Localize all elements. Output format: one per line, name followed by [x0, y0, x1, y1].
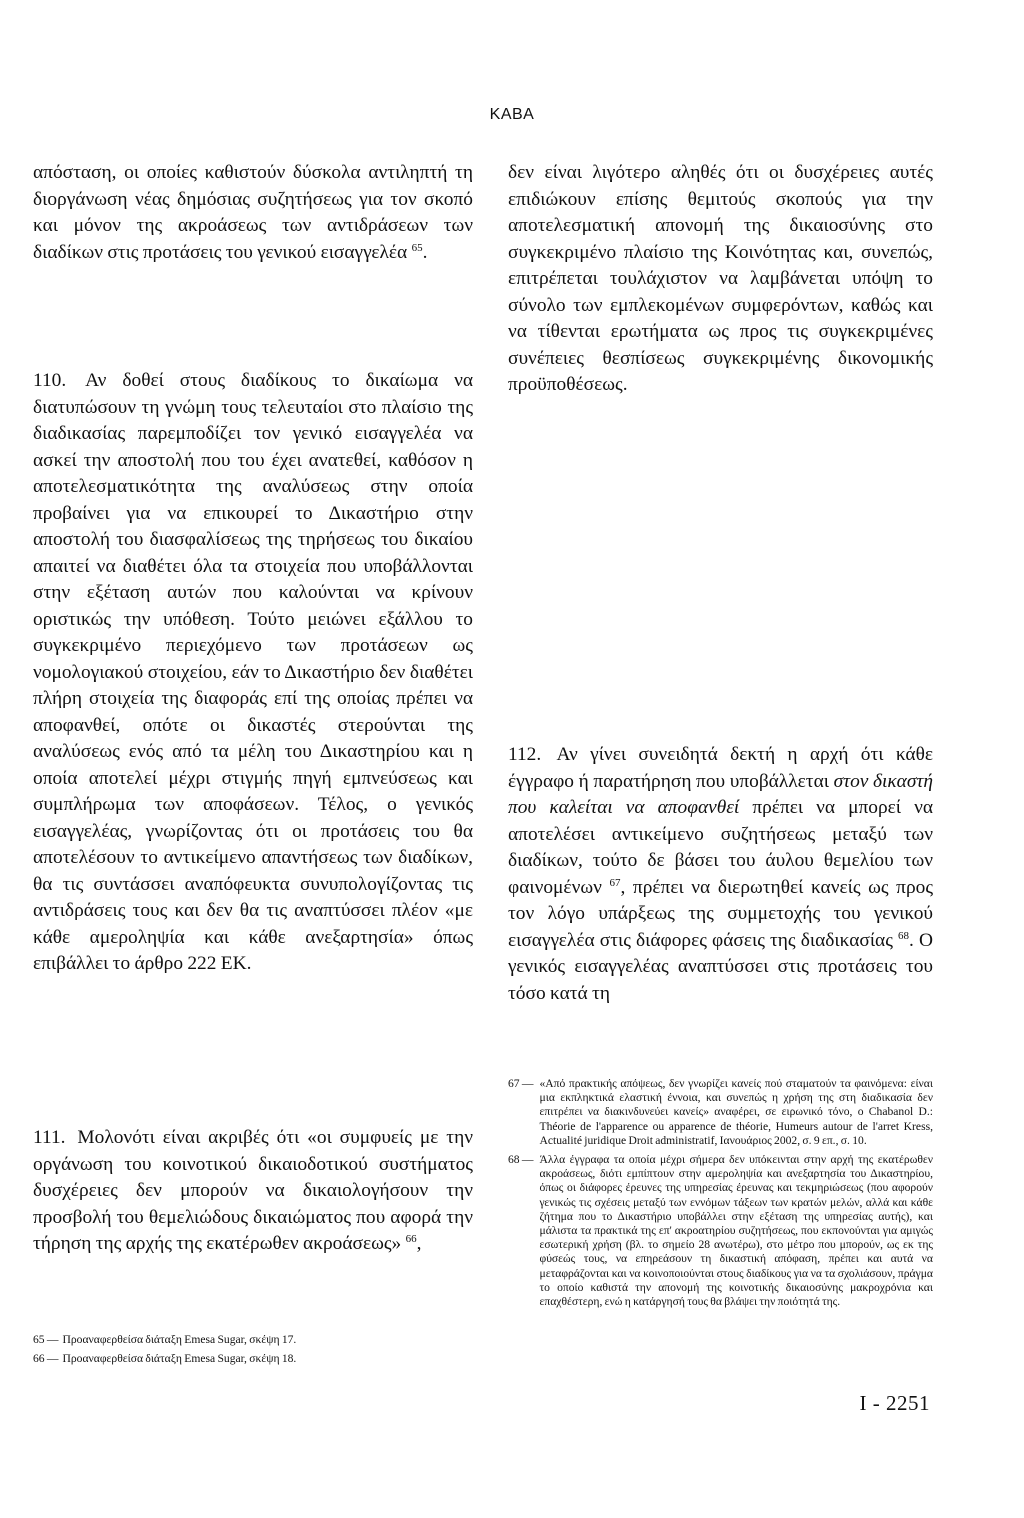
- paragraph-number: 111.: [33, 1127, 66, 1148]
- footnote-text: Προαναφερθείσα διάταξη Emesa Sugar, σκέψη 17.: [62, 1333, 297, 1346]
- paragraph-text-b: πρέπει να μπορεί να αποτελέσει αντικείμενο συζητήσεως μεταξύ των διαδίκων, τούτο δε βάσει του άυλου θεμελίου των φαινομένων: [508, 797, 933, 898]
- paragraph-text: Αν δοθεί στους διαδίκους το δικαίωμα να διατυπώσουν τη γνώμη τους τελευταίοι στο πλαίσιο της διαδικασίας παρεμποδίζει τον γενικό εισαγγελέα να ασκεί την αποστολή που του έχει ανατεθεί, καθόσον η αποτελεσματικότητα της αναλύσεως στην οποία προβαίνει για να επικουρεί το Δικαστήριο στην αποστολή του διασφαλίσεως της τηρήσεως του δικαίου απαιτεί να διαθέτει όλα τα στοιχεία που υποβάλλονται στην εξέταση αυτών που καλούνται να κρίνουν οριστικώς την υπόθεση. Τούτο μειώνει εξάλλου το συγκεκριμένο περιεχόμενο των προτάσεων ως νομολογιακού στοιχείου, εάν το Δικαστήριο δεν διαθέτει πλήρη στοιχεία της διαφοράς επί της οποίας πρέπει να αποφανθεί, οπότε οι δικαστές στερούνται της αναλύσεως ενός από τα μέλη του Δικαστηρίου και η οποία αποτελεί μέχρι στιγμής πηγή εμπνεύσεως και συμπλήρωμα των αποφάσεων. Τέλος, ο γενικός εισαγγελέας, γνωρίζοντας ότι οι προτάσεις του θα αποτελέσουν το αντικείμενο απαντήσεως των διαδίκων, θα τις συντάσσει αναπόφευκτα συνυπολογίζοντας τις αντιδράσεις τους και δεν θα τις αναπτύσσει πλέον «με κάθε αμεροληψία και κάθε ανεξαρτησία» όπως επιβάλλει το άρθρο 222 ΕΚ.: [33, 370, 473, 974]
- paragraph-italic: στον δικαστή που καλείται να αποφανθεί: [508, 770, 933, 818]
- footnote-mark: 66 —: [33, 1352, 59, 1366]
- paragraph-111: [33, 1125, 473, 1258]
- left-footnotes: [33, 1333, 473, 1371]
- footnote-67: [508, 1077, 933, 1148]
- continuation-text: δεν είναι λιγότερο αληθές ότι οι δυσχέρειες αυτές επιδιώκουν επίσης θεμιτούς σκοπούς για την αποτελεσματική απονομή της δικαιοσύνης στο συγκεκριμένο πλαίσιο της Κοινότητας και, συνεπώς, επιτρέπεται τουλάχιστον να λαμβάνεται υπόψη το σύνολο των εμπλεκομένων συμφερόντων, καθώς και να τίθενται ερωτήματα ως προς τις συγκεκριμένες συνέπειες θεσπίσεως συγκεκριμένης δικονομικής προϋποθέσεως.: [508, 162, 933, 395]
- continuation-end: .: [422, 241, 428, 263]
- footnote-65: [33, 1333, 473, 1347]
- page-number: I - 2251: [859, 1391, 930, 1415]
- paragraph-number: 110.: [33, 370, 67, 391]
- footnote-text: Προαναφερθείσα διάταξη Emesa Sugar, σκέψη 18.: [62, 1352, 297, 1366]
- paragraph-112: [508, 742, 933, 1007]
- footnote-68: [508, 1153, 933, 1309]
- footnote-mark: 68 —: [508, 1153, 534, 1167]
- footnote-text: Άλλα έγγραφα τα οποία μέχρι σήμερα δεν υπόκεινται στην αρχή της εκατέρωθεν ακροάσεως, διότι εμπίπτουν στην αμεροληψία και ανεξαρτησία του Δικαστηρίου, όπως οι διάφορες έρευνες της υπηρεσίας έρευνας και τεκμηριώσεως (που αφορούν γενικώς τις σχέσεις μεταξύ των εννόμων τάξεων των κρατών μελών, αλλά και κάθε ζήτημα που το Δικαστήριο υποβάλλει στην εξέταση της υπηρεσίας αυτής), και μάλιστα τα πρακτικά της επ' ακροατηρίου συζητήσεως, που εκπονούνται για αμιγώς εσωτερική χρήση (βλ. το σημείο 28 ανωτέρω), στο μέτρο που μπορούν, ως εκ της φύσεώς τους, να επηρεάσουν τη δικαστική απόφαση, πρέπει και αυτά να μεταφράζονται και να κοινοποιούνται στους διαδίκους για να τα σχολιάσουν, πράγμα το οποίο καθιστά την απονομή της κοινοτικής δικαιοσύνης μακροχρόνια και επαχθέστερη, ενώ η κατάργησή τους θα βλάψει την ποιότητά της.: [539, 1153, 933, 1309]
- paragraph-number: 112.: [508, 744, 542, 765]
- left-continuation: [33, 160, 473, 266]
- footnote-mark: 65 —: [33, 1333, 59, 1346]
- paragraph-text-a: Αν γίνει συνειδητά δεκτή η αρχή ότι κάθε έγγραφο ή παρατήρηση που υποβάλλεται: [508, 744, 934, 792]
- footnote-ref-67[interactable]: 67: [609, 876, 621, 889]
- right-footnotes: [508, 1077, 933, 1314]
- paragraph-text-c: , πρέπει να διερωτηθεί κανείς ως προς τον λόγο υπάρξεως της συμμετοχής του γενικού εισαγγελέα στις διάφορες φάσεις της διαδικασίας: [508, 876, 933, 951]
- footnote-ref-65[interactable]: 65: [411, 241, 423, 254]
- paragraph-110: [33, 368, 473, 978]
- footnote-text: «Από πρακτικής απόψεως, δεν γνωρίζει κανείς πού σταματούν τα φαινόμενα: είναι μια εκπληκτικά ελαστική έννοια, και συνεπώς η χρήση της στη διαδικασία δεν επιτρέπει να διακινδυνεύει κανείς» αναφέρει, σε ειρωνικό τόνο, ο Chabanol D.: Théorie de l'apparence ou apparence de théorie, Humeurs autour de l'arret Kress, Actualité juridique Droit administratif, Ιανουάριος 2002, σ. 9 επ., σ. 10.: [539, 1077, 933, 1147]
- footnote-66: [33, 1352, 473, 1366]
- running-title: KABA: [489, 106, 535, 123]
- paragraph-text-d: . Ο γενικός εισαγγελέας αναπτύσσει στις προτάσεις του τόσο κατά τη: [508, 929, 933, 1004]
- footnote-ref-66[interactable]: 66: [405, 1233, 417, 1245]
- footnote-mark: 67 —: [508, 1077, 534, 1090]
- paragraph-end: ,: [416, 1233, 422, 1254]
- right-continuation: [508, 160, 933, 399]
- continuation-text: απόσταση, οι οποίες καθιστούν δύσκολα αντιληπτή τη διοργάνωση νέας δημόσιας συζητήσεως για τον σκοπό και μόνον της ακροάσεως των αντιδράσεων των διαδίκων στις προτάσεις του γενικού εισαγγελέα: [33, 162, 473, 263]
- paragraph-text: Μολονότι είναι ακριβές ότι «οι συμφυείς με την οργάνωση του κοινοτικού δικαιοδοτικού συστήματος δυσχέρειες δεν μπορούν να δικαιολογήσουν την προσβολή του θεμελιώδους δικαιώματος που αφορά την τήρηση της αρχής της εκατέρωθεν ακροάσεως»: [33, 1127, 473, 1254]
- footnote-ref-68[interactable]: 68: [898, 929, 909, 942]
